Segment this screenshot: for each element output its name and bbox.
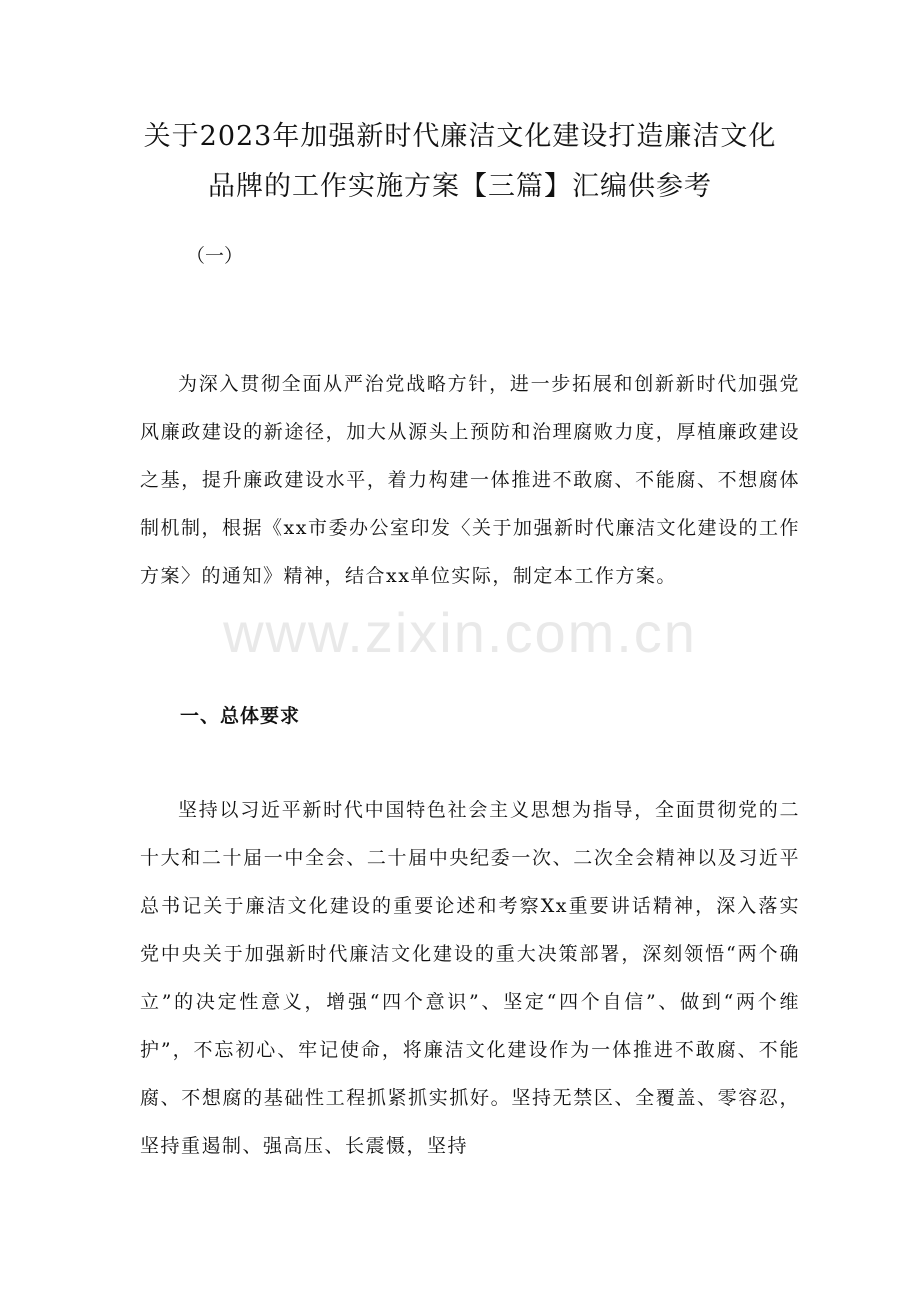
watermark: www.zixin.com.cn bbox=[223, 601, 697, 664]
section-number: （一） bbox=[186, 245, 244, 267]
intro-paragraph: 为深入贯彻全面从严治党战略方针，进一步拓展和创新新时代加强党风廉政建设的新途径，加大从源头上预防和治理腐败力度，厚植廉政建设之基，提升廉政建设水平，着力构建一体推进不敢腐、不能腐、不想腐体制机制，根据《xx市委办公室印发〈关于加强新时代廉洁文化建设的工作方案〉的通知》精神，结合xx单位实际，制定本工作方案。 bbox=[140, 373, 800, 587]
title-line-2: 品牌的工作实施方案【三篇】汇编供参考 bbox=[208, 171, 712, 202]
body-paragraph: 坚持以习近平新时代中国特色社会主义思想为指导，全面贯彻党的二十大和二十届一中全会、二十届中央纪委一次、二次全会精神以及习近平总书记关于廉洁文化建设的重要论述和考察Xx重要讲话精神，深入落实党中央关于加强新时代廉洁文化建设的重大决策部署，深刻领悟“两个确立”的决定性意义，增强“四个意识”、坚定“四个自信”、做到“两个维护”，不忘初心、牢记使命，将廉洁文化建设作为一体推进不敢腐、不能腐、不想腐的基础性工程抓紧抓实抓好。坚持无禁区、全覆盖、零容忍，坚持重遏制、强高压、长震慑，坚持 bbox=[140, 799, 800, 1157]
section-heading-overall-requirements: 一、总体要求 bbox=[180, 705, 301, 727]
title-line-1: 关于2023年加强新时代廉洁文化建设打造廉洁文化 bbox=[143, 121, 777, 152]
document-title bbox=[100, 112, 820, 212]
